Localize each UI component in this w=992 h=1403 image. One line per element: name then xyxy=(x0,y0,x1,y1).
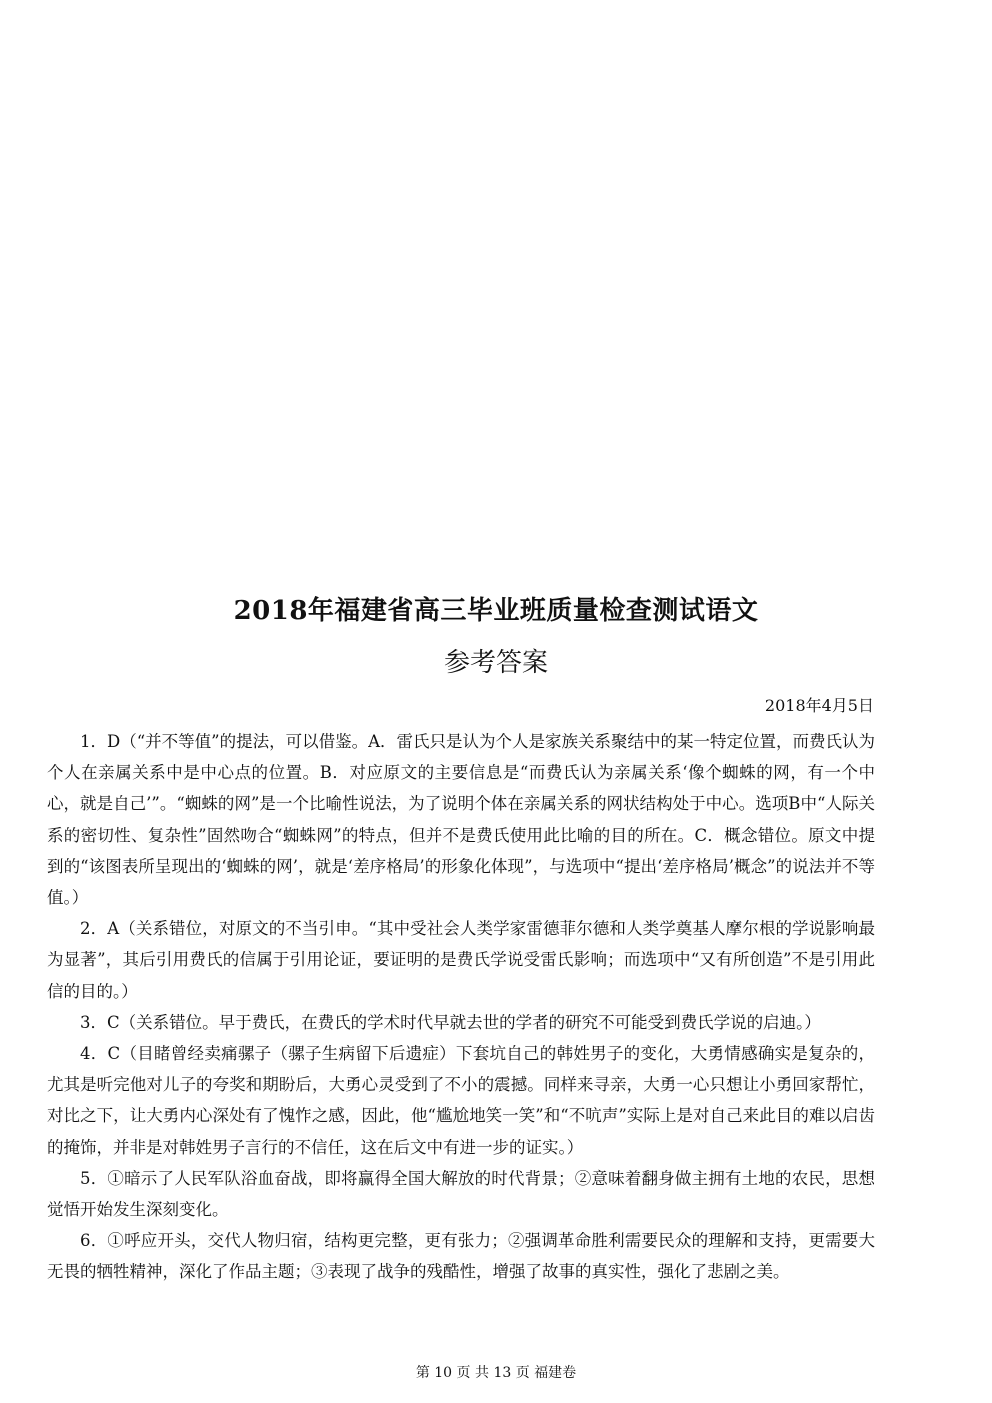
answer-item-6: 6．①呼应开头，交代人物归宿，结构更完整，更有张力；②强调革命胜利需要民众的理解和支持，更需要大无畏的牺牲精神，深化了作品主题；③表现了战争的残酷性，增强了故事的真实性，强化了悲剧之美。 xyxy=(47,1231,875,1282)
answer-item-2: 2．A（关系错位，对原文的不当引申。“其中受社会人类学家雷德菲尔德和人类学奠基人摩尔根的学说影响最为显著”，其后引用费氏的信属于引用论证，要证明的是费氏学说受雷氏影响；而选项中“又有所创造”不是引用此信的目的。） xyxy=(47,919,875,1001)
page-title: 2018年福建省高三毕业班质量检查测试语文 xyxy=(233,596,759,626)
answer-list xyxy=(47,726,875,1288)
answer-item-4: 4．C（目睹曾经卖痛骡子（骡子生病留下后遗症）下套坑自己的韩姓男子的变化，大勇情感确实是复杂的，尤其是听完他对儿子的夸奖和期盼后，大勇心灵受到了不小的震撼。同样来寻亲，大勇一心只想让小勇回家帮忙，对比之下，让大勇内心深处有了愧怍之感，因此，他“尴尬地笑一笑”和“不吭声”实际上是对自己来此目的难以启齿的掩饰，并非是对韩姓男子言行的不信任，这在后文中有进一步的证实。） xyxy=(47,1044,875,1157)
document-date: 2018年4月5日 xyxy=(764,696,874,715)
answer-item-5: 5．①暗示了人民军队浴血奋战，即将赢得全国大解放的时代背景；②意味着翻身做主拥有土地的农民，思想觉悟开始发生深刻变化。 xyxy=(47,1168,875,1220)
answer-item-1: 1．D（“并不等值”的提法，可以借鉴。A．雷氏只是认为个人是家族关系聚结中的某一特定位置，而费氏认为个人在亲属关系中是中心点的位置。B．对应原文的主要信息是“而费氏认为亲属关系‘像个蜘蛛的网，有一个中心，就是自己’”。“蜘蛛的网”是一个比喻性说法，为了说明个体在亲属关系的网状结构处于中心。选项B中“人际关系的密切性、复杂性”固然吻合“蜘蛛网”的特点，但并不是费氏使用此比喻的目的所在。C．概念错位。原文中提到的“该图表所呈现出的‘蜘蛛的网’，就是‘差序格局’的形象化体现”，与选项中“提出‘差序格局’概念”的说法并不等值。） xyxy=(47,732,876,908)
page-footer: 第 10 页 共 13 页 福建卷 xyxy=(415,1365,577,1381)
answer-item-3: 3．C（关系错位。早于费氏，在费氏的学术时代早就去世的学者的研究不可能受到费氏学说的启迪。） xyxy=(80,1012,821,1032)
page-subtitle: 参考答案 xyxy=(443,648,548,678)
